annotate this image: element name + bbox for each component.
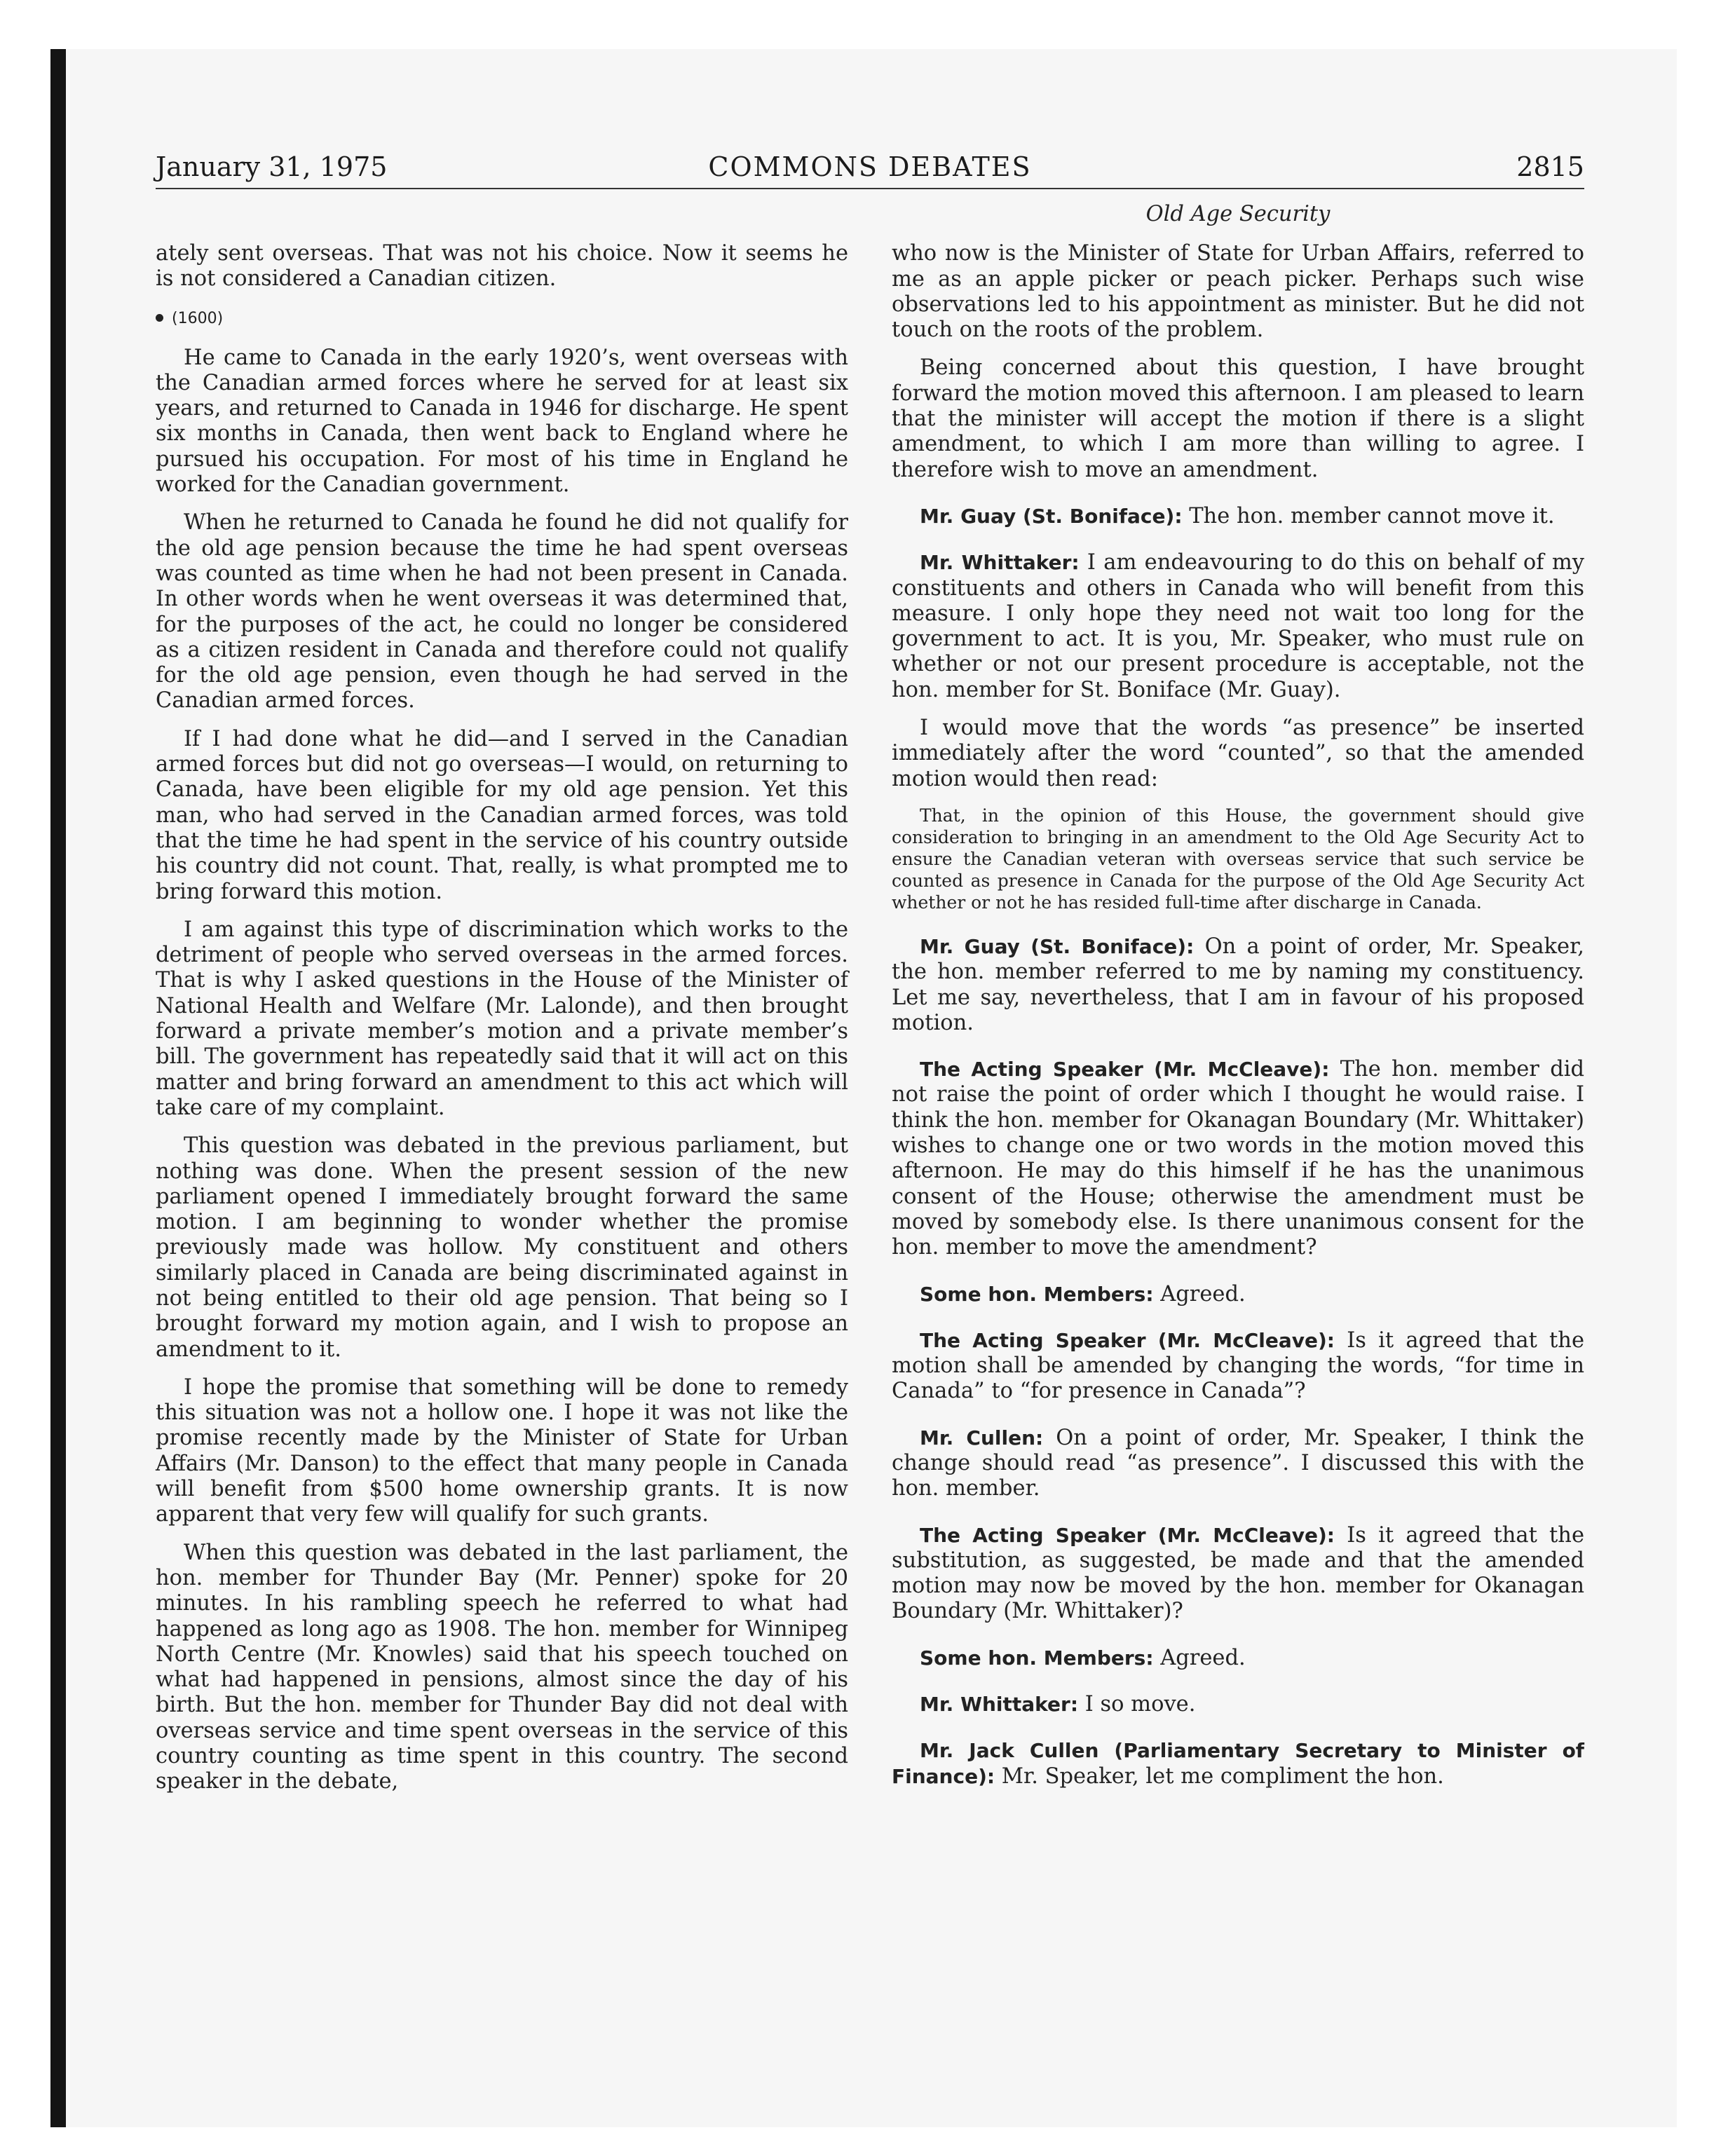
speech-paragraph: [892, 504, 1584, 529]
speech-text: I so move.: [1078, 1692, 1196, 1717]
paragraph: ately sent overseas. That was not his choice. Now it seems he is not considered a Canadian citizen.: [156, 241, 848, 292]
header-date: January 31, 1975: [156, 151, 388, 182]
speaker-name: Some hon. Members:: [920, 1646, 1154, 1670]
speech-text: Agreed.: [1153, 1281, 1246, 1306]
speech-paragraph: [892, 1057, 1584, 1260]
speech-paragraph: [892, 1646, 1584, 1671]
speaker-name: Some hon. Members:: [920, 1282, 1154, 1306]
speech-paragraph: [892, 1282, 1584, 1307]
paragraph: This question was debated in the previous parliament, but nothing was done. When the present session of the new parliament opened I immediately brought forward the same motion. I am beginning to wonder whether the promise previously made was hollow. My constituent and others similarly placed in Canada are being discriminated against in not being entitled to their old age pension. That being so I brought forward my motion again, and I wish to propose an amendment to it.: [156, 1133, 848, 1362]
speaker-name: The Acting Speaker (Mr. McCleave):: [920, 1523, 1335, 1547]
speech-text: I am endeavouring to do this on behalf of my constituents and others in Canada who will benefit from this measure. I only hope they need not wait too long for the government to act. It is you, Mr. Speaker, who must rule on whether or not our present procedure is acceptable, not the hon. member for St. Boniface (Mr. Guay).: [892, 550, 1585, 702]
paragraph: When this question was debated in the last parliament, the hon. member for Thunder Bay (Mr. Penner) spoke for 20 minutes. In his rambling speech he referred to what had happened as long ago as 1908. The hon. member for Winnipeg North Centre (Mr. Knowles) said that his speech touched on what had happened in pensions, almost since the day of his birth. But the hon. member for Thunder Bay did not deal with overseas service and time spent overseas in the service of this country counting as time spent in this country. The second speaker in the debate,: [156, 1540, 848, 1794]
paragraph: who now is the Minister of State for Urban Affairs, referred to me as an apple picker or peach picker. Perhaps such wise observations led to his appointment as minister. But he did not touch on the roots of the problem.: [892, 241, 1584, 343]
speech-text: On a point of order, Mr. Speaker, I think the change should read “as presence”. I discussed this with the hon. member.: [892, 1425, 1584, 1501]
speech-paragraph: [892, 1738, 1584, 1789]
speaker-name: Mr. Whittaker:: [920, 1693, 1079, 1717]
speech-text: Is it agreed that the substitution, as suggested, be made and that the amended motion may now be moved by the hon. member for Okanagan Boundary (Mr. Whittaker)?: [892, 1522, 1584, 1624]
paragraph: When he returned to Canada he found he did not qualify for the old age pension because the time he had spent overseas was counted as time when he had not been present in Canada. In other words when he went overseas it was determined that, for the purposes of the act, he could no longer be considered as a citizen resident in Canada and therefore could not qualify for the old age pension, even though he had served in the Canadian armed forces.: [156, 510, 848, 714]
speech-text: The hon. member cannot move it.: [1182, 503, 1555, 528]
header-title: COMMONS DEBATES: [708, 151, 1032, 182]
speech-text: On a point of order, Mr. Speaker, the hon. member referred to me by naming my constituency. Let me say, nevertheless, that I am in favour of his proposed motion.: [892, 934, 1584, 1035]
speech-paragraph: [892, 1328, 1584, 1405]
paragraph: If I had done what he did—and I served in the Canadian armed forces but did not go overseas—I would, on returning to Canada, have been eligible for my old age pension. Yet this man, who had served in the Canadian armed forces, was told that the time he had spent in the service of his country outside his country did not count. That, really, is what prompted me to bring forward this motion.: [156, 726, 848, 904]
running-header: [156, 149, 1584, 189]
bullet-icon: [156, 314, 163, 322]
right-column: [892, 202, 1584, 1802]
speaker-name: The Acting Speaker (Mr. McCleave):: [920, 1058, 1330, 1082]
paragraph: I am against this type of discrimination which works to the detriment of people who served overseas in the armed forces. That is why I asked questions in the House of the Minister of National Health and Welfare (Mr. Lalonde), and then brought forward a private member’s motion and a private member’s bill. The government has repeatedly said that it will act on this matter and bring forward an amendment to this act which will take care of my complaint.: [156, 917, 848, 1120]
speaker-name: The Acting Speaker (Mr. McCleave):: [920, 1328, 1335, 1352]
speech-text: Mr. Speaker, let me compliment the hon.: [995, 1763, 1444, 1789]
time-marker-text: (1600): [172, 309, 224, 327]
left-column: [156, 241, 848, 1808]
speaker-name: Mr. Jack Cullen (Parliamentary Secretary to Minister of Finance):: [892, 1739, 1584, 1788]
speaker-name: Mr. Whittaker:: [920, 551, 1080, 575]
paragraph: He came to Canada in the early 1920’s, went overseas with the Canadian armed forces where he served for at least six years, and returned to Canada in 1946 for discharge. He spent six months in Canada, then went back to England where he pursued his occupation. For most of his time in England he worked for the Canadian government.: [156, 345, 848, 498]
paragraph: I would move that the words “as presence” be inserted immediately after the word “counted”, so that the amended motion would then read:: [892, 716, 1584, 791]
paragraph: Being concerned about this question, I have brought forward the motion moved this afternoon. I am pleased to learn that the minister will accept the motion if there is a slight amendment, to which I am more than willing to agree. I therefore wish to move an amendment.: [892, 355, 1584, 482]
quoted-motion: That, in the opinion of this House, the government should give consideration to bringing in an amendment to the Old Age Security Act to ensure the Canadian veteran with overseas service that such service be counted as presence in Canada for the purpose of the Old Age Security Act whether or not he has resided full-time after discharge in Canada.: [892, 805, 1584, 913]
speech-paragraph: [892, 1523, 1584, 1625]
speaker-name: Mr. Guay (St. Boniface):: [920, 504, 1183, 528]
paragraph: I hope the promise that something will be done to remedy this situation was not a hollow one. I hope it was not like the promise recently made by the Minister of State for Urban Affairs (Mr. Danson) to the effect that many people in Canada will benefit from $500 home ownership grants. It is now apparent that very few will qualify for such grants.: [156, 1374, 848, 1527]
section-heading: Old Age Security: [1145, 202, 1331, 226]
speech-text: Is it agreed that the motion shall be amended by changing the words, “for time in Canada” to “for presence in Canada”?: [892, 1328, 1584, 1404]
page-number: 2815: [1516, 151, 1584, 182]
speaker-name: Mr. Guay (St. Boniface):: [920, 934, 1195, 958]
speech-paragraph: [892, 550, 1584, 703]
speech-paragraph: [892, 934, 1584, 1036]
speech-text: The hon. member did not raise the point of order which I thought he would raise. I think the hon. member for Okanagan Boundary (Mr. Whittaker) wishes to change one or two words in the motion moved this afternoon. He may do this himself if he has the unanimous consent of the House; otherwise the amendment must be moved by somebody else. Is there unanimous consent for the hon. member to move the amendment?: [892, 1057, 1584, 1260]
speaker-name: Mr. Cullen:: [920, 1426, 1044, 1449]
speech-paragraph: [892, 1692, 1584, 1717]
scan-edge-bar: [50, 49, 66, 2127]
time-marker: [156, 305, 848, 333]
speech-text: Agreed.: [1153, 1645, 1246, 1670]
speech-paragraph: [892, 1426, 1584, 1502]
